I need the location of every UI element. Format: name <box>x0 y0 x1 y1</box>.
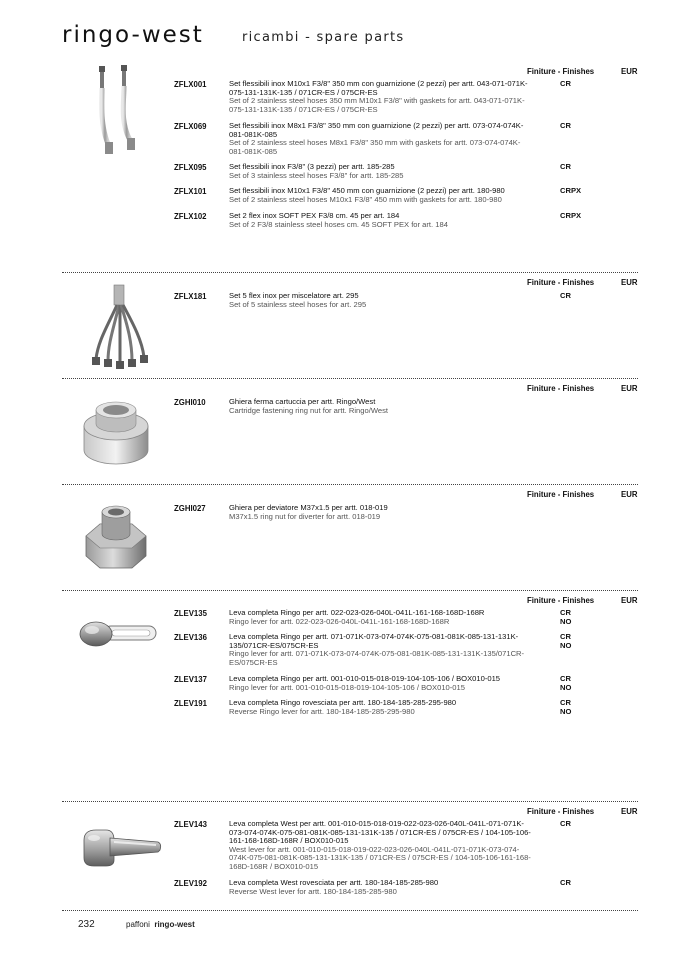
product-code: ZLEV135 <box>174 609 207 618</box>
description-it: Leva completa Ringo rovesciata per artt. 180-184-185-285-295-980 <box>229 698 457 707</box>
product-description <box>229 163 534 180</box>
description-it: Leva completa West per artt. 001-010-015-018-019-022-023-026-040L-041L-071-071K-073-074-074K-075-081-081K-085-131-131K-135 / 071CR-ES / 075CR-ES / 104-105-106-161-168-168D-168R / BOX010-015 <box>229 819 531 846</box>
eur-header: EUR <box>621 278 638 287</box>
product-finish: CR NO <box>560 674 572 692</box>
product-code: ZLEV192 <box>174 879 207 888</box>
description-it: Set flessibili inox M10x1 F3/8" 450 mm con guarnizione (2 pezzi) per artt. 180-980 <box>229 186 505 195</box>
page-number: 232 <box>78 919 95 930</box>
section-divider <box>62 484 638 485</box>
product-description <box>229 80 534 114</box>
description-it: Set flessibili inox F3/8" (3 pezzi) per artt. 185-285 <box>229 162 395 171</box>
product-finish: CR NO <box>560 632 572 650</box>
product-code: ZFLX181 <box>174 292 207 301</box>
description-en: Set of 2 stainless steel hoses M10x1 F3/8" 450 mm with gaskets for artt. 180-980 <box>229 194 502 204</box>
description-en: M37x1.5 ring nut for diverter for artt. 018-019 <box>229 511 381 521</box>
section-divider <box>62 590 638 591</box>
product-finish: CR <box>560 79 571 88</box>
footer-brand <box>126 920 195 929</box>
hex-ring-nut-image <box>80 502 152 578</box>
product-code: ZLEV143 <box>174 820 207 829</box>
ringo-lever-image <box>78 616 160 656</box>
product-description <box>229 675 534 692</box>
description-it: Leva completa Ringo per artt. 071-071K-073-074-074K-075-081-081K-085-131-131K-135/071CR-ES/075CR-ES <box>229 632 519 650</box>
product-description <box>229 820 534 872</box>
description-it: Set 2 flex inox SOFT PEX F3/8 cm. 45 per art. 184 <box>229 211 400 220</box>
product-description <box>229 212 534 229</box>
eur-header: EUR <box>621 807 638 816</box>
finishes-header: Finiture - Finishes <box>527 807 595 816</box>
product-finish: CR <box>560 162 571 171</box>
hoses-five-image <box>86 283 152 371</box>
product-code: ZFLX101 <box>174 187 207 196</box>
product-code: ZFLX069 <box>174 122 207 131</box>
product-finish: CR NO <box>560 698 572 716</box>
product-code: ZLEV137 <box>174 675 207 684</box>
description-en: Ringo lever for artt. 001-010-015-018-019-104-105-106 / BOX010-015 <box>229 682 465 692</box>
product-description <box>229 187 534 204</box>
product-description <box>229 398 534 415</box>
hoses-pair-image <box>90 64 146 158</box>
description-en: West lever for artt. 001-010-015-018-019-022-023-026-040L-041L-071-071K-073-074-074K-075-081-081K-085-131-131K-135 / 071CR-ES / 075CR-ES / 104-105-106-161-168-168D-168R / BOX010-015 <box>229 844 531 871</box>
product-code: ZFLX102 <box>174 212 207 221</box>
product-description <box>229 292 534 309</box>
description-it: Set flessibili inox M10x1 F3/8" 350 mm con guarnizione (2 pezzi) per artt. 043-071-071K-075-131-131K-135 / 071CR-ES / 075CR-ES <box>229 79 528 97</box>
description-en: Set of 3 stainless steel hoses F3/8" for artt. 185-285 <box>229 170 404 180</box>
product-description <box>229 879 534 896</box>
finishes-header: Finiture - Finishes <box>527 490 595 499</box>
product-description <box>229 504 534 521</box>
finishes-header: Finiture - Finishes <box>527 67 595 76</box>
product-code: ZLEV191 <box>174 699 207 708</box>
product-code: ZLEV136 <box>174 633 207 642</box>
product-finish: CR <box>560 291 571 300</box>
description-it: Leva completa West rovesciata per artt. 180-184-185-285-980 <box>229 878 439 887</box>
description-en: Ringo lever for artt. 022-023-026-040L-041L-161-168-168D-168R <box>229 616 450 626</box>
product-finish: CR <box>560 878 571 887</box>
description-en: Set of 2 stainless steel hoses M8x1 F3/8" 350 mm with gaskets for artt. 073-074-074K-081-081K-085 <box>229 138 521 156</box>
product-finish: CRPX <box>560 211 582 220</box>
product-finish: CR <box>560 819 571 828</box>
eur-header: EUR <box>621 596 638 605</box>
eur-header: EUR <box>621 67 638 76</box>
description-it: Ghiera ferma cartuccia per artt. Ringo/West <box>229 397 376 406</box>
page-subtitle: ricambi - spare parts <box>242 30 405 45</box>
section-divider <box>62 378 638 379</box>
eur-header: EUR <box>621 384 638 393</box>
footer-brand-prefix: paffoni <box>126 920 150 929</box>
section-divider <box>62 272 638 273</box>
eur-header: EUR <box>621 490 638 499</box>
description-it: Set 5 flex inox per miscelatore art. 295 <box>229 291 359 300</box>
product-finish: CR <box>560 121 571 130</box>
description-en: Reverse West lever for artt. 180-184-185-285-980 <box>229 886 397 896</box>
description-en: Ringo lever for artt. 071-071K-073-074-074K-075-081-081K-085-131-131K-135/071CR-ES/075CR-ES <box>229 649 525 667</box>
product-description <box>229 609 534 626</box>
finishes-header: Finiture - Finishes <box>527 278 595 287</box>
brand-title: ringo-west <box>62 22 204 48</box>
description-en: Set of 2 F3/8 stainless steel hoses cm. 45 SOFT PEX for art. 184 <box>229 219 448 229</box>
product-code: ZFLX095 <box>174 163 207 172</box>
section-divider <box>62 910 638 911</box>
description-en: Set of 5 stainless steel hoses for art. 295 <box>229 299 367 309</box>
description-en: Set of 2 stainless steel hoses 350 mm M10x1 F3/8" with gaskets for artt. 043-071-071K-075-131-131K-135 / 071CR-ES / 075CR-ES <box>229 96 525 114</box>
product-description <box>229 633 534 667</box>
finishes-header: Finiture - Finishes <box>527 384 595 393</box>
footer-brand-name: ringo-west <box>154 920 195 929</box>
product-code: ZGHI027 <box>174 504 206 513</box>
description-en: Cartridge fastening ring nut for artt. Ringo/West <box>229 405 388 415</box>
product-finish: CR NO <box>560 608 572 626</box>
description-en: Reverse Ringo lever for artt. 180-184-185-285-295-980 <box>229 706 415 716</box>
product-description <box>229 122 534 156</box>
product-code: ZGHI010 <box>174 398 206 407</box>
description-it: Leva completa Ringo per artt. 001-010-015-018-019-104-105-106 / BOX010-015 <box>229 674 501 683</box>
ring-nut-image <box>78 398 154 476</box>
product-finish: CRPX <box>560 186 582 195</box>
product-description <box>229 699 534 716</box>
description-it: Leva completa Ringo per artt. 022-023-026-040L-041L-161-168-168D-168R <box>229 608 485 617</box>
description-it: Ghiera per deviatore M37x1.5 per artt. 018-019 <box>229 503 388 512</box>
description-it: Set flessibili inox M8x1 F3/8" 350 mm con guarnizione (2 pezzi) per artt. 073-074-074K-081-081K-085 <box>229 121 524 139</box>
product-code: ZFLX001 <box>174 80 207 89</box>
west-lever-image <box>80 826 164 870</box>
finishes-header: Finiture - Finishes <box>527 596 595 605</box>
section-divider <box>62 801 638 802</box>
